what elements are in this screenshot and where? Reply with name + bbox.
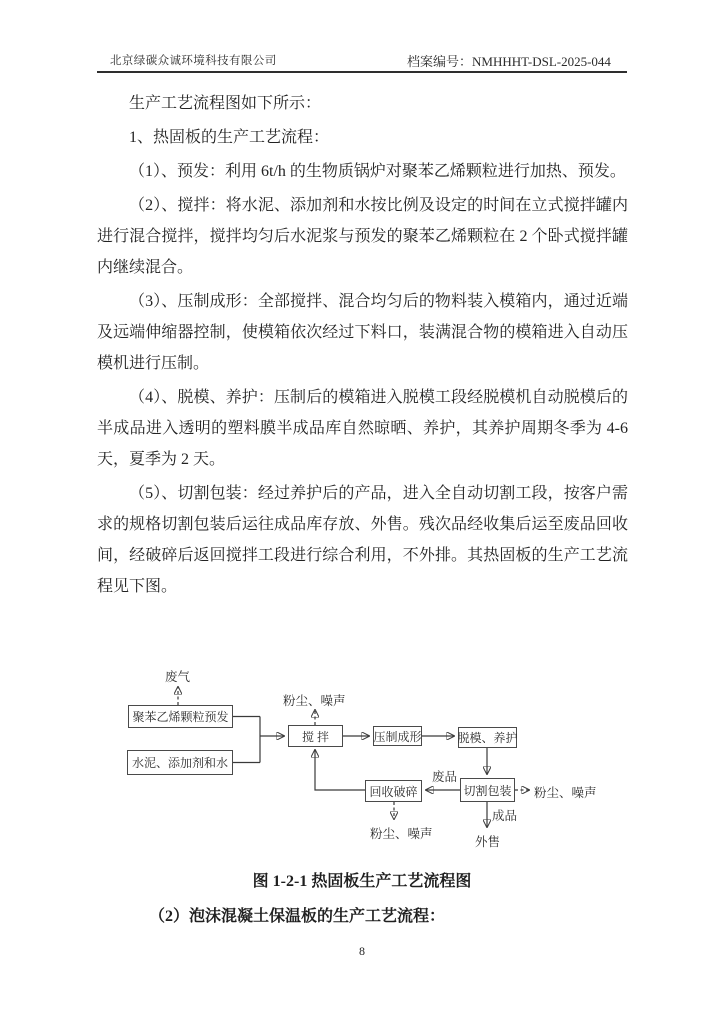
flow-box-demolding: 脱模、养护 — [458, 727, 517, 748]
body-paragraph: （3）、压制成形：全部搅拌、混合均匀后的物料装入模箱内，通过近端及远端伸缩器控制，使模箱依次经过下料口，装满混合物的模箱进入自动压模机进行压制。 — [97, 293, 628, 372]
flow-label-scrap: 废品 — [432, 770, 458, 784]
flow-box-pressing: 压制成形 — [373, 726, 422, 746]
header-company: 北京绿碳众诚环境科技有限公司 — [110, 55, 277, 67]
flow-box-materials: 水泥、添加剂和水 — [127, 750, 233, 775]
body-paragraph: （5）、切割包装：经过养护后的产品，进入全自动切割工段，按客户需求的规格切割包装后运往成品库存放、外售。残次品经收集后运至废品回收间，经破碎后返回搅拌工段进行综合利用，不外排。其热固板的生产工艺流程见下图。 — [97, 485, 628, 595]
arrow-recycle-to-mixing — [315, 750, 365, 790]
process-flowchart — [0, 655, 724, 867]
section-subheading: （2）泡沫混凝土保温板的生产工艺流程： — [149, 908, 446, 925]
body-paragraph: （4）、脱模、养护：压制后的模箱进入脱模工段经脱模机自动脱模后的半成品进入透明的塑料膜半成品库自然晾晒、养护，其养护周期冬季为 4-6 天，夏季为 2 天。 — [97, 389, 628, 468]
flow-box-recycle-crush: 回收破碎 — [365, 780, 422, 802]
flow-label-waste-gas: 废气 — [165, 670, 191, 684]
body-paragraph: （2）、搅拌：将水泥、添加剂和水按比例及设定的时间在立式搅拌罐内进行混合搅拌，搅拌均匀后水泥浆与预发的聚苯乙烯颗粒在 2 个卧式搅拌罐内继续混合。 — [97, 197, 628, 276]
body-paragraph: （1）、预发：利用 6t/h 的生物质锅炉对聚苯乙烯颗粒进行加热、预发。 — [129, 163, 626, 180]
flow-box-cutting-packing: 切割包装 — [460, 778, 515, 802]
flow-label-dust-noise-cutting: 粉尘、噪声 — [534, 786, 597, 800]
flow-label-dust-noise-mixing: 粉尘、噪声 — [283, 694, 346, 708]
body-paragraph: 生产工艺流程图如下所示： — [129, 95, 322, 112]
flow-box-prefoam: 聚苯乙烯颗粒预发 — [128, 705, 233, 728]
flow-label-product: 成品 — [492, 809, 518, 823]
file-number-label: 档案编号： — [407, 54, 473, 69]
page-number: 8 — [359, 944, 365, 958]
body-paragraph: 1、热固板的生产工艺流程： — [129, 129, 330, 146]
body-text — [97, 88, 628, 605]
flow-label-sold: 外售 — [475, 835, 501, 849]
flow-box-mixing: 搅 拌 — [288, 725, 343, 747]
header-divider — [97, 71, 627, 73]
flow-label-dust-noise-crush: 粉尘、噪声 — [370, 827, 433, 841]
header-file-number — [407, 51, 611, 70]
file-number-value: NMHHHT-DSL-2025-044 — [472, 54, 611, 69]
figure-caption: 图 1-2-1 热固板生产工艺流程图 — [252, 873, 472, 890]
flowchart-connectors — [0, 655, 724, 867]
